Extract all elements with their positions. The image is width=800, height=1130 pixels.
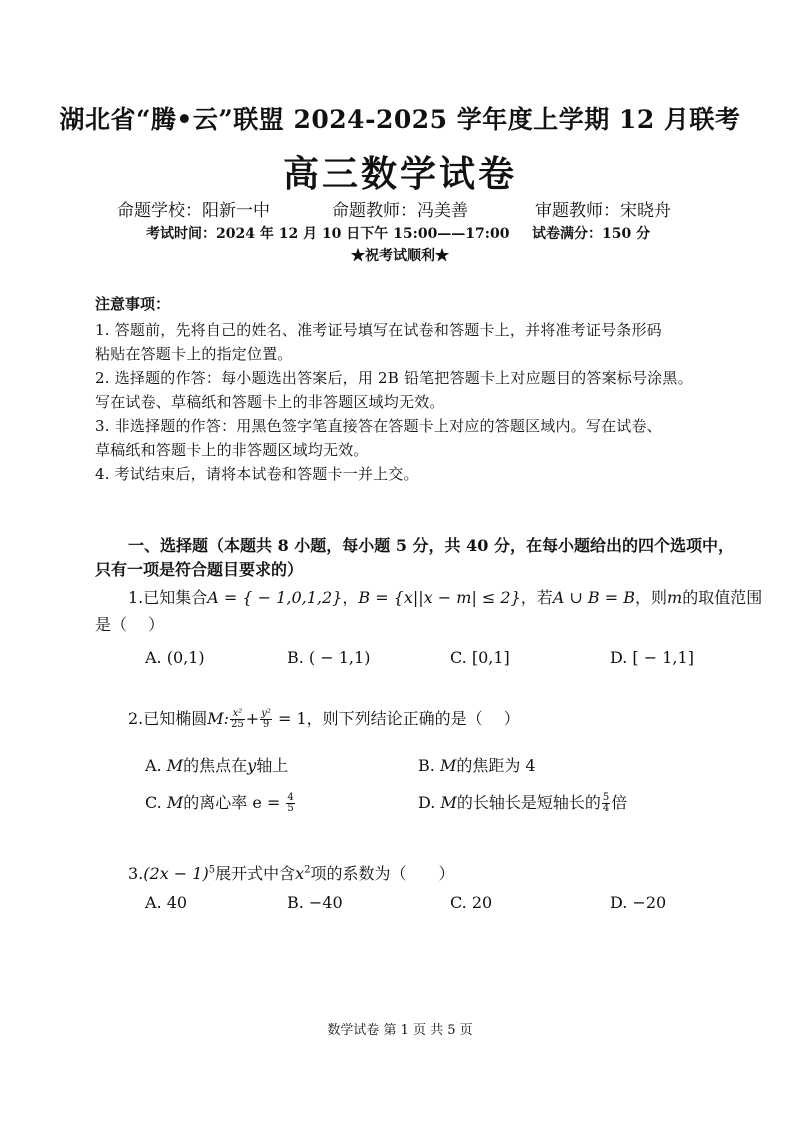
q2-option-b: B. M的焦距为 4 bbox=[418, 756, 536, 775]
question-1-cont: 是（ ） bbox=[95, 615, 165, 634]
q1-tail: 的取值范围 bbox=[682, 588, 763, 607]
q3-option-a: A. 40 bbox=[145, 893, 188, 912]
note-line: 粘贴在答题卡上的指定位置。 bbox=[95, 345, 293, 363]
q3-option-b: B. −40 bbox=[287, 893, 343, 912]
section-title: 一、选择题（本题共 8 小题，每小题 5 分，共 40 分，在每小题给出的四个选项中， bbox=[128, 536, 734, 555]
q1-option-c: C. [0,1] bbox=[450, 648, 510, 667]
q1-option-d: D. [ − 1,1] bbox=[610, 648, 694, 667]
q2-fraction-x: $\frac{\text{x²}}{25}$ bbox=[231, 708, 244, 730]
q3-option-c: C. 20 bbox=[450, 893, 493, 912]
q2-option-c: C. M的离心率 e = $\frac{4}{5}$ bbox=[145, 792, 294, 814]
q1-var: m bbox=[667, 588, 683, 607]
q3-option-d: D. −20 bbox=[610, 893, 667, 912]
note-line: 草稿纸和答题卡上的非答题区域均无效。 bbox=[95, 441, 369, 459]
q1-sep: ， bbox=[342, 588, 359, 607]
q2-option-a: A. M的焦点在y轴上 bbox=[145, 756, 289, 775]
q2-option-d: D. M的长轴长是短轴长的 $\frac{5}{4}$ 倍 bbox=[418, 792, 628, 814]
question-2 bbox=[128, 706, 520, 730]
question-3: $3.(2x - 1)^5$展开式中含$x^2$项的系数为（ ） bbox=[128, 864, 455, 883]
teacher-info: 命题教师：冯美善 bbox=[332, 201, 468, 221]
q2-fraction-y: $\frac{\text{y²}}{9}$ bbox=[261, 708, 271, 730]
note-line: 2. 选择题的作答：每小题选出答案后，用 2B 铅笔把答题卡上对应题目的答案标号涂黑。 bbox=[95, 369, 693, 387]
q2-tail: ，则下列结论正确的是（ ） bbox=[306, 709, 520, 728]
reviewer-info: 审题教师：宋晓舟 bbox=[535, 201, 671, 221]
q1-prefix: 1.已知集合 bbox=[128, 588, 208, 607]
q2-eq: = 1 bbox=[272, 709, 307, 728]
note-line: 写在试卷、草稿纸和答题卡上的非答题区域均无效。 bbox=[95, 393, 445, 411]
q1-cond-post: ，则 bbox=[635, 588, 668, 607]
note-line: 1. 答题前，先将自己的姓名、准考证号填写在试卷和答题卡上，并将准考证号条形码 bbox=[95, 321, 662, 339]
q2-prefix: 2.已知椭圆 bbox=[128, 709, 208, 728]
section-title-cont: 只有一项是符合题目要求的） bbox=[95, 560, 304, 579]
school-info: 命题学校：阳新一中 bbox=[117, 201, 270, 221]
q1-set-b: B = {x||x − m| ≤ 2} bbox=[358, 588, 521, 607]
q1-option-b: B. ( − 1,1) bbox=[287, 648, 371, 667]
q1-cond-pre: ，若 bbox=[520, 588, 553, 607]
exam-title: 湖北省“腾•云”联盟 2024-2025 学年度上学期 12 月联考 bbox=[59, 105, 741, 134]
q1-set-a: A = { − 1,0,1,2} bbox=[207, 588, 343, 607]
exam-time: 考试时间：2024 年 12 月 10 日下午 15:00——17:00 bbox=[146, 226, 510, 242]
q1-option-a: A. (0,1) bbox=[145, 648, 205, 667]
note-line: 3. 非选择题的作答：用黑色签字笔直接答在答题卡上对应的答题区域内。写在试卷、 bbox=[95, 417, 662, 435]
notes-title: 注意事项： bbox=[95, 295, 171, 313]
page-footer: 数学试卷 第 1 页 共 5 页 bbox=[327, 1023, 473, 1038]
q2-plus: + bbox=[245, 709, 260, 728]
q1-cond: A ∪ B = B bbox=[552, 588, 636, 607]
full-score: 试卷满分：150 分 bbox=[532, 226, 651, 242]
good-luck-banner: ★祝考试顺利★ bbox=[351, 248, 449, 264]
question-1 bbox=[128, 585, 762, 608]
q2-name: M: bbox=[207, 709, 230, 728]
note-line: 4. 考试结束后，请将本试卷和答题卡一并上交。 bbox=[95, 465, 419, 483]
exam-subtitle: 高三数学试卷 bbox=[282, 153, 517, 195]
q3-expr: (2x − 1) bbox=[143, 864, 209, 883]
